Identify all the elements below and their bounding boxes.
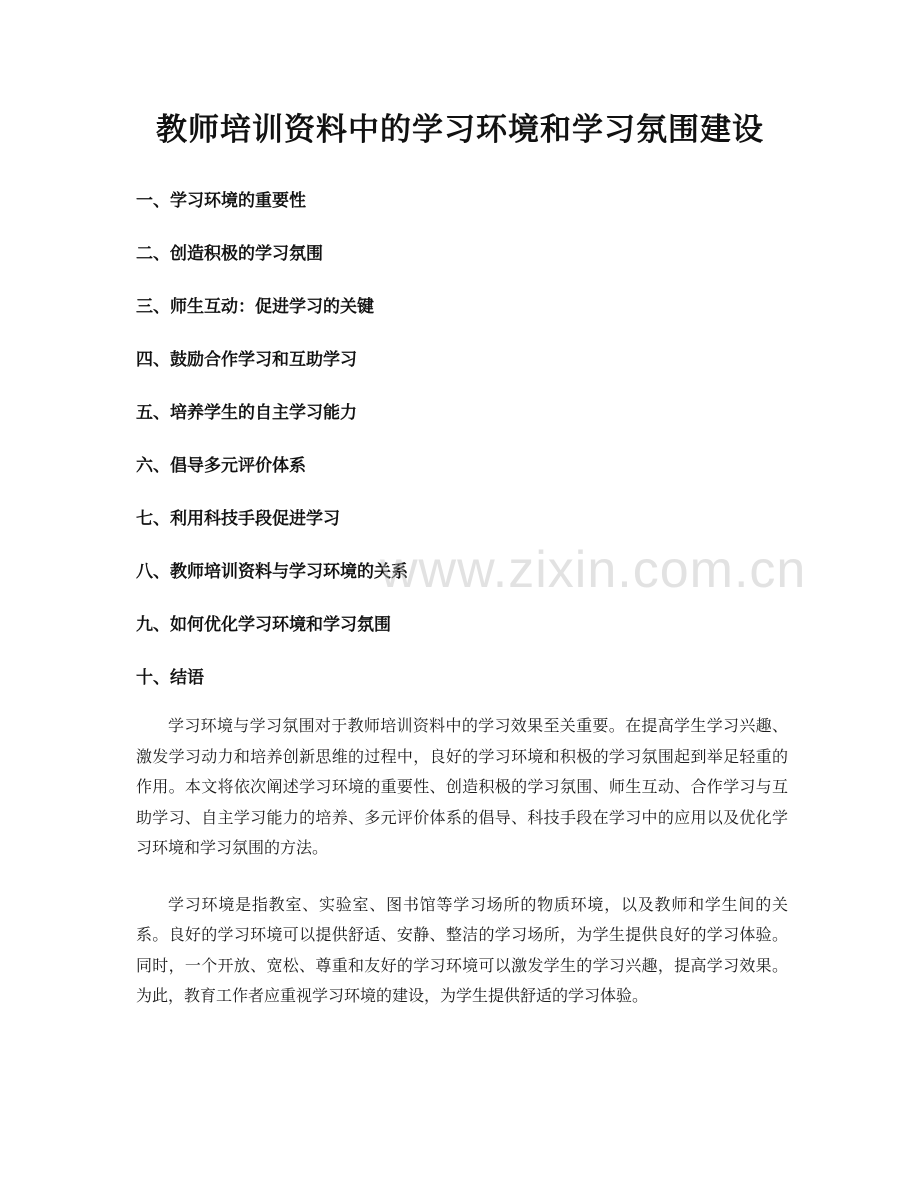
toc-item-8: 八、教师培训资料与学习环境的关系: [136, 562, 408, 582]
toc-item-9: 九、如何优化学习环境和学习氛围: [136, 615, 391, 635]
paragraph-environment: 学习环境是指教室、实验室、图书馆等学习场所的物质环境，以及教师和学生间的关系。良好的学习环境可以提供舒适、安静、整洁的学习场所，为学生提供良好的学习体验。同时，一个开放、宽松、尊重和友好的学习环境可以激发学生的学习兴趣，提高学习效果。为此，教育工作者应重视学习环境的建设，为学生提供舒适的学习体验。: [136, 894, 788, 1005]
body-text: [136, 711, 788, 1038]
toc-item-2: 二、创造积极的学习氛围: [136, 244, 323, 264]
toc-item-3: 三、师生互动：促进学习的关键: [136, 297, 374, 317]
page-title: 教师培训资料中的学习环境和学习氛围建设: [156, 112, 764, 148]
paragraph-intro: 学习环境与学习氛围对于教师培训资料中的学习效果至关重要。在提高学生学习兴趣、激发学习动力和培养创新思维的过程中，良好的学习环境和积极的学习氛围起到举足轻重的作用。本文将依次阐述学习环境的重要性、创造积极的学习氛围、师生互动、合作学习与互助学习、自主学习能力的培养、多元评价体系的倡导、科技手段在学习中的应用以及优化学习环境和学习氛围的方法。: [136, 716, 788, 857]
toc-item-6: 六、倡导多元评价体系: [136, 456, 306, 476]
table-of-contents: [136, 184, 796, 714]
watermark: www.zixin.com.cn: [380, 541, 807, 599]
toc-item-4: 四、鼓励合作学习和互助学习: [136, 350, 357, 370]
toc-item-1: 一、学习环境的重要性: [136, 191, 306, 211]
toc-item-10: 十、结语: [136, 668, 204, 688]
toc-item-5: 五、培养学生的自主学习能力: [136, 403, 357, 423]
toc-item-7: 七、利用科技手段促进学习: [136, 509, 340, 529]
